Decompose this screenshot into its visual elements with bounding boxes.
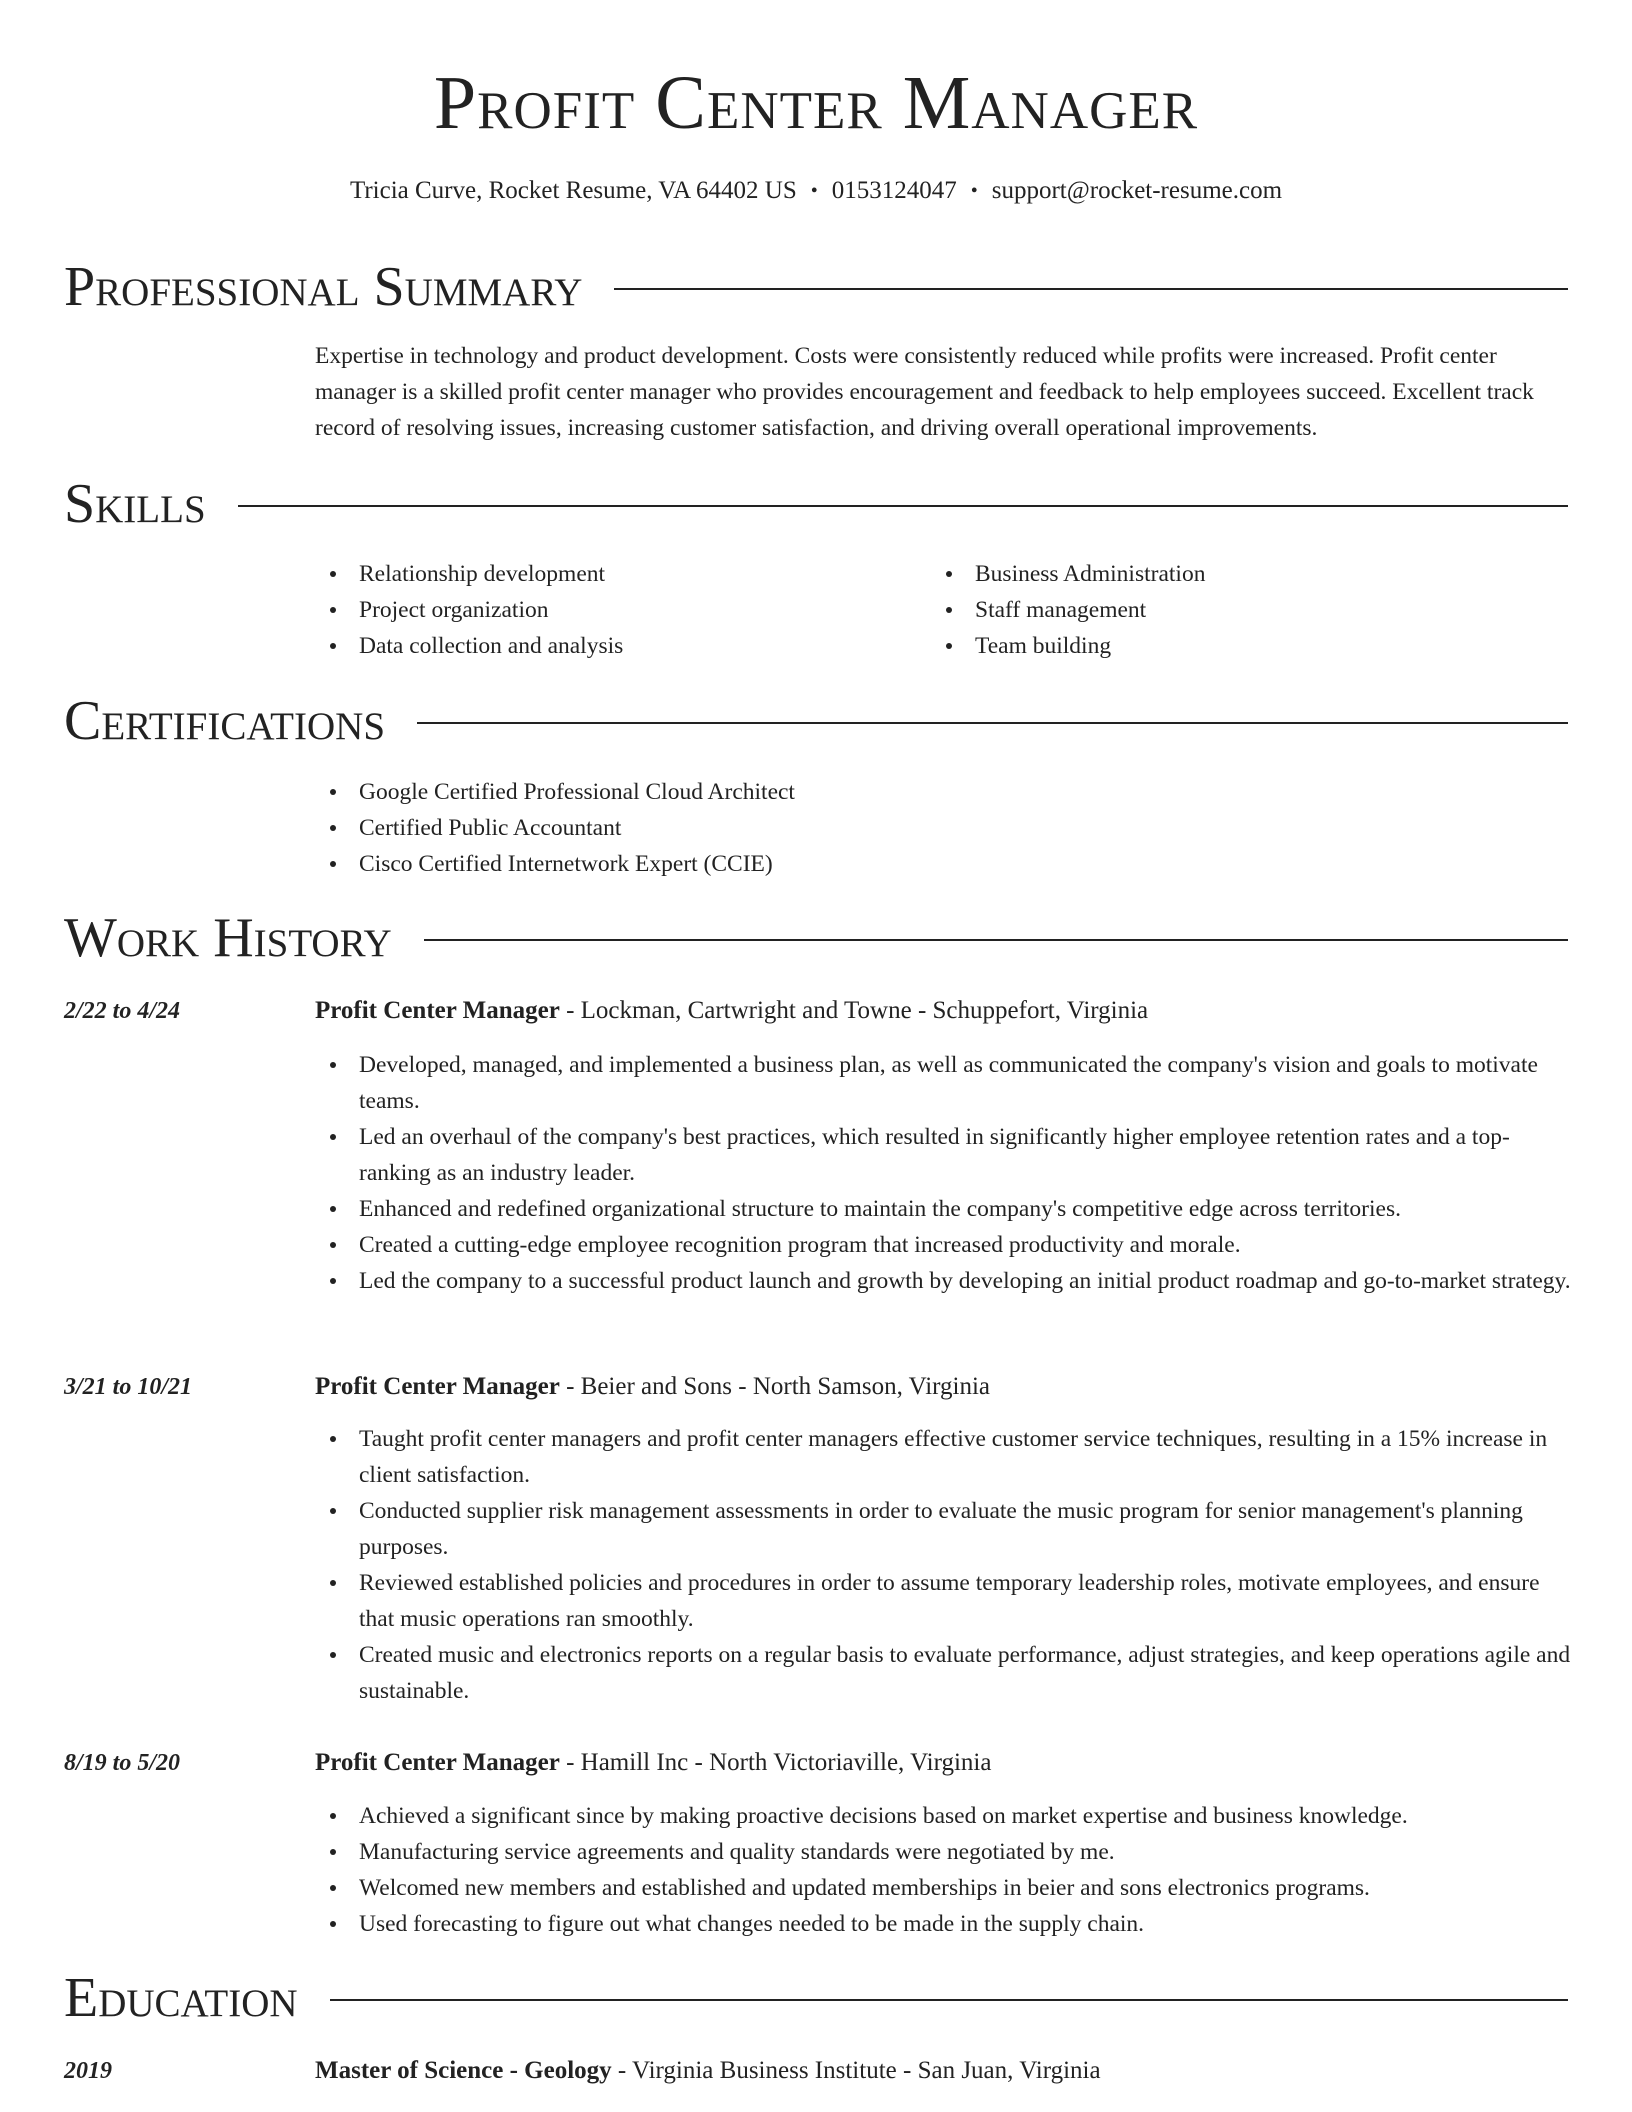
job-title: Profit Center Manager: [315, 997, 560, 1024]
job-bullet: Enhanced and redefined organizational structure to maintain the company's competitive edge across territories.: [315, 1191, 1575, 1227]
job-bullet: Developed, managed, and implemented a business plan, as well as communicated the company's vision and goals to motivate teams.: [315, 1047, 1575, 1119]
section-divider: [417, 722, 1568, 724]
job-bullet: Reviewed established policies and procedures in order to assume temporary leadership roles, motivate employees, and ensure that music operations ran smoothly.: [315, 1565, 1575, 1637]
job-bullet: Used forecasting to figure out what changes needed to be made in the supply chain.: [315, 1906, 1575, 1942]
section-title-skills: Skills: [64, 473, 206, 535]
job-date: 3/21 to 10/21: [64, 1374, 193, 1400]
job-employer-location: - Beier and Sons - North Samson, Virginia: [559, 1373, 991, 1400]
skill-item: Project organization: [315, 592, 915, 628]
contact-phone: 0153124047: [831, 177, 957, 204]
job-heading: [315, 993, 1575, 1029]
job-employer-location: - Hamill Inc - North Victoriaville, Virginia: [559, 1749, 992, 1776]
section-divider: [330, 1999, 1568, 2001]
section-divider: [614, 288, 1568, 290]
contact-line: [0, 174, 1632, 208]
job-heading: [315, 1369, 1575, 1405]
job-bullet: Manufacturing service agreements and quality standards were negotiated by me.: [315, 1834, 1575, 1870]
job-title: Profit Center Manager: [315, 1749, 560, 1776]
contact-address: Tricia Curve, Rocket Resume, VA 64402 US: [349, 177, 797, 204]
section-header-work: [64, 903, 1568, 973]
skill-item: Business Administration: [931, 556, 1531, 592]
job-bullet: Led an overhaul of the company's best practices, which resulted in significantly higher employee retention rates and a top-ranking as an industry leader.: [315, 1119, 1575, 1191]
skills-list-left: [315, 556, 915, 664]
education-degree: Master of Science - Geology: [315, 2057, 612, 2084]
section-title-education: Education: [64, 1967, 298, 2029]
section-header-certifications: [64, 686, 1568, 756]
skill-item: Team building: [931, 628, 1531, 664]
section-title-summary: Professional Summary: [64, 256, 583, 318]
job-date: 8/19 to 5/20: [64, 1750, 181, 1776]
section-header-education: [64, 1963, 1568, 2033]
job-bullets: [315, 1798, 1575, 1942]
job-title: Profit Center Manager: [315, 1373, 560, 1400]
education-date: 2019: [64, 2058, 112, 2084]
section-divider: [424, 939, 1568, 941]
certification-item: Cisco Certified Internetwork Expert (CCIE): [315, 846, 1515, 882]
contact-separator: •: [970, 180, 978, 202]
skill-item: Staff management: [931, 592, 1531, 628]
contact-separator: •: [810, 180, 818, 202]
job-bullet: Led the company to a successful product launch and growth by developing an initial product roadmap and go-to-market strategy.: [315, 1263, 1575, 1299]
contact-email: support@rocket-resume.com: [991, 177, 1283, 204]
section-title-certifications: Certifications: [64, 690, 386, 752]
section-header-skills: [64, 469, 1568, 539]
job-employer-location: - Lockman, Cartwright and Towne - Schuppefort, Virginia: [559, 997, 1149, 1024]
certification-item: Certified Public Accountant: [315, 810, 1515, 846]
job-bullets: [315, 1047, 1575, 1299]
resume-title: Profit Center Manager: [433, 61, 1199, 145]
job-date: 2/22 to 4/24: [64, 998, 181, 1024]
job-heading: [315, 1745, 1575, 1781]
job-bullet: Created a cutting-edge employee recognition program that increased productivity and morale.: [315, 1227, 1575, 1263]
job-bullet: Achieved a significant since by making proactive decisions based on market expertise and business knowledge.: [315, 1798, 1575, 1834]
section-title-work: Work History: [64, 907, 392, 969]
education-heading: [315, 2053, 1575, 2089]
job-bullet: Welcomed new members and established and updated memberships in beier and sons electronics programs.: [315, 1870, 1575, 1906]
skill-item: Relationship development: [315, 556, 915, 592]
skills-list-right: [931, 556, 1531, 664]
job-bullet: Taught profit center managers and profit center managers effective customer service techniques, resulting in a 15% increase in client satisfaction.: [315, 1421, 1575, 1493]
job-bullet: Conducted supplier risk management assessments in order to evaluate the music program for senior management's planning purposes.: [315, 1493, 1575, 1565]
certifications-list: [315, 774, 1515, 882]
section-header-summary: [64, 252, 1568, 322]
certification-item: Google Certified Professional Cloud Architect: [315, 774, 1515, 810]
job-bullet: Created music and electronics reports on a regular basis to evaluate performance, adjust strategies, and keep operations agile and sustainable.: [315, 1637, 1575, 1709]
summary-text: Expertise in technology and product development. Costs were consistently reduced while profits were increased. Profit center manager is a skilled profit center manager who provides encouragement and feedback to help employees succeed. Excellent track record of resolving issues, increasing customer satisfaction, and driving overall operational improvements.: [315, 343, 1534, 441]
job-bullets: [315, 1421, 1575, 1709]
education-school-location: - Virginia Business Institute - San Juan, Virginia: [611, 2057, 1101, 2084]
skill-item: Data collection and analysis: [315, 628, 915, 664]
section-divider: [238, 505, 1568, 507]
